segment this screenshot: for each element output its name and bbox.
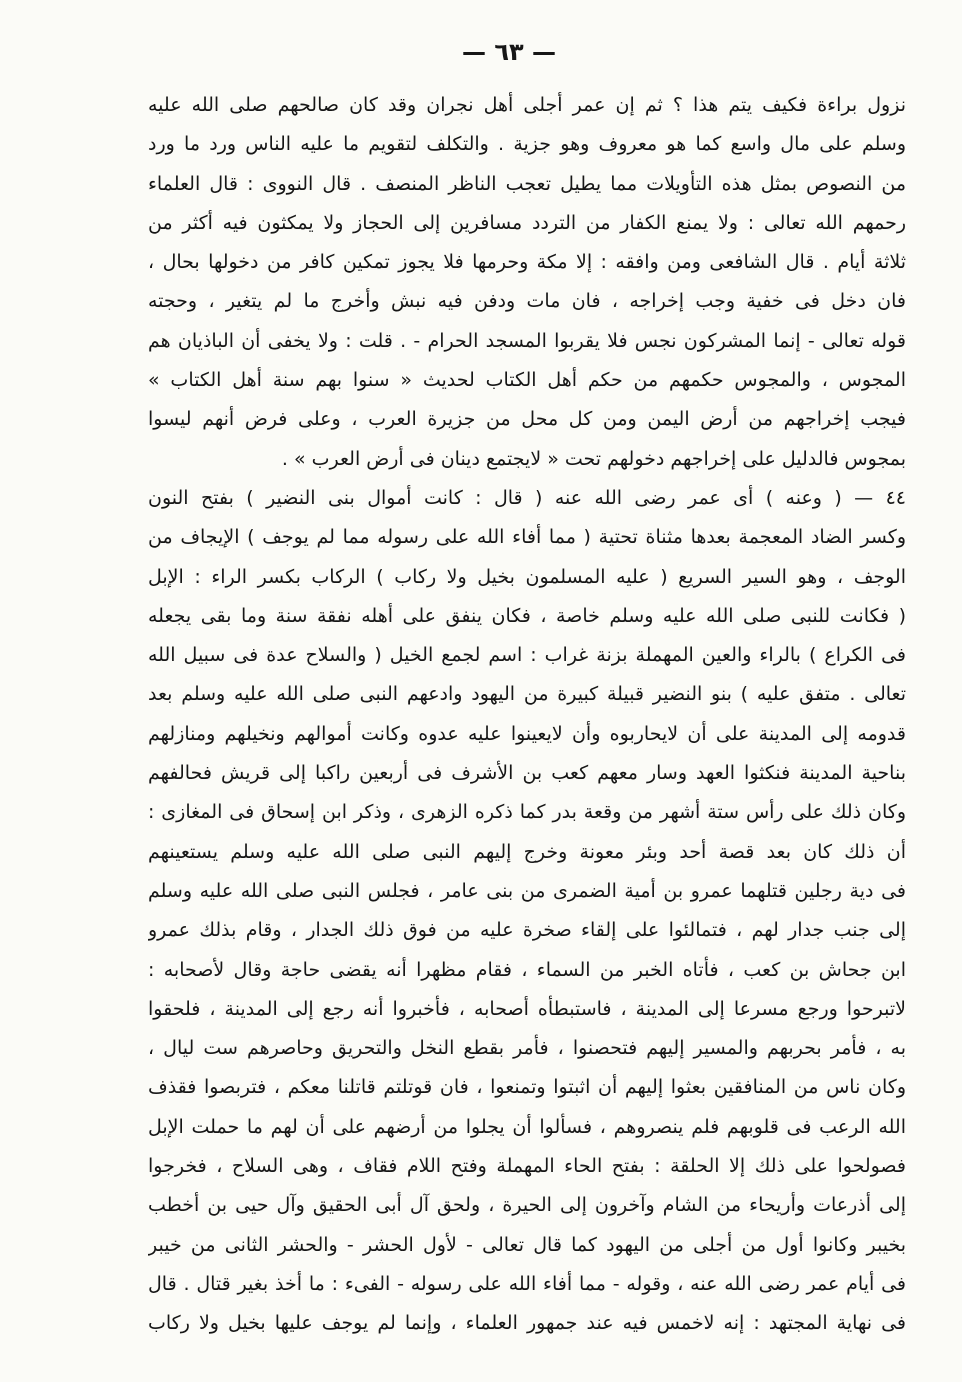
text-line: فى نهاية المجتهد : إنه لاخمس فيه عند جمهور العلماء ، وإنما لم يوجف عليها بخيل ولا ركاب [148,1312,906,1335]
text-line: فيجب إخراجهم من أرض اليمن ومن كل محل من جزيرة العرب ، وعلى فرض أنهم ليسوا [148,408,906,431]
page-number: — ٦٣ — [461,38,556,66]
text-line: ( فكانت للنبى صلى الله عليه وسلم خاصة ، فكان ينفق على أهله نفقة سنة وما بقى يجعله [148,604,906,627]
text-line: فى أيام عمر رضى الله عنه ، وقوله - مما أفاء الله على رسوله - الفىء : ما أخذ بغير قتال . قال [148,1272,906,1295]
text-line: إلى أذرعات وأريحاء من الشام وآخرون إلى الحيرة ، ولحق آل أبى الحقيق وآل حيى بن أخطب [148,1194,906,1217]
text-line: أن ذلك كان بعد قصة أحد وبئر معونة وخرج إليهم النبى صلى الله عليه وسلم يستعينهم [148,840,906,863]
text-line: الله الرعب فى قلوبهم فلم ينصروهم ، فسألوا أن يجلوا من أرضهم على أن لهم ما حملت الإبل [148,1115,906,1138]
text-line: قوله تعالى - إنما المشركون نجس فلا يقربوا المسجد الحرام - . قلت : ولا يخفى أن الباذيان هم [148,329,906,352]
text-line: وكسر الضاد المعجمة بعدها مثناة تحتية ( مما أفاء الله على رسوله مما لم يوجف ) الإيجاف من [148,526,906,549]
text-line: فصولحوا على ذلك إلا الحلقة : بفتح الحاء المهملة وفتح اللام فقاف ، وهى السلاح ، فخرجوا [148,1155,906,1178]
text-line: لاتبرحوا ورجع مسرعا إلى المدينة ، فاستبطأه أصحابه ، فأخبروا أنه رجع إلى المدينة ، فلحقوا [148,997,906,1020]
text-line: فان دخل فى خفية وجب إخراجه ، فان مات ودفن فيه نبش وأخرج ما لم يتغير ، وحجته [148,290,906,313]
text-line: ابن جحاش بن كعب ، فأتاه الخبر من السماء ، فقام مظهرا أنه يقضى حاجة وقال لأصحابه : [148,958,906,981]
text-line: ثلاثة أيام . قال الشافعى ومن وافقه : إلا مكة وحرمها فلا يجوز تمكين كافر من دخولها بحال ، [148,251,906,274]
text-line: وكان ذلك على رأس ستة أشهر من وقعة بدر كما ذكره الزهرى ، وذكر ابن إسحاق فى المغازى : [148,801,906,824]
text-line: إلى جنب جدار لهم ، فتمالئوا على إلقاء صخرة عليه من فوق ذلك الجدار ، وقام بذلك عمرو [148,919,906,942]
text-line: المجوس ، والمجوس حكمهم من حكم أهل الكتاب لحديث « سنوا بهم سنة أهل الكتاب » [148,369,906,392]
text-line: فى دية رجلين قتلهما عمرو بن أمية الضمرى من بنى عامر ، فجلس النبى صلى الله عليه وسلم [148,879,906,902]
text-line: وكان ناس من المنافقين بعثوا إليهم أن اثبتوا وتمنعوا ، فان قوتلتم قاتلنا معكم ، فتربصوا فقذف [148,1076,906,1099]
text-line: رحمهم الله تعالى : ولا يمنع الكفار من التردد مسافرين إلى الحجاز ولا يمكثون فيه أكثر من [148,211,906,234]
text-line: الوجف ، وهو السير السريع ( عليه المسلمون بخيل ولا ركاب ) الركاب بكسر الراء : الإبل [148,565,906,588]
text-line: من النصوص بمثل هذه التأويلات مما يطيل تعجب الناظر المنصف . قال النووى : قال العلماء [148,172,906,195]
text-line: بناحية المدينة فنكثوا العهد وسار معهم كعب بن الأشرف فى أربعين راكبا إلى قريش فحالفهم [148,762,906,785]
text-line: به ، فأمر بحربهم والمسير إليهم فتحصنوا ، فأمر بقطع النخل والتحريق وحاصرهم ست ليال ، [148,1037,906,1060]
text-line: تعالى . متفق عليه ) بنو النضير قبيلة كبيرة من اليهود وادعهم النبى صلى الله عليه وسلم بعد [148,683,906,706]
text-line: نزول براءة فكيف يتم هذا ؟ ثم إن عمر أجلى أهل نجران وقد كان صالحهم صلى الله عليه [148,94,906,116]
text-line: بخيبر وكانوا أول من أجلى من اليهود كما قال تعالى - لأول الحشر - والحشر الثانى من خيبر [148,1233,906,1256]
hadith-44-line: ٤٤ — ( وعنه ) أى عمر رضى الله عنه ( قال : كانت أموال بنى النضير ) بفتح النون [148,486,906,509]
page-body-text [148,86,906,1344]
text-line: قدومه إلى المدينة على أن لايحاربوه وأن لايعينوا عليه عدوه وكانت أموالهم ونخيلهم ومنازلهم [148,722,906,745]
text-line: وسلم على مال واسع كما هو معروف وهو جزية . والتكلف لتقويم ما عليه الناس ورد ما ورد [148,133,906,156]
text-line: فى الكراع ) بالراء والعين المهملة بزنة غراب : اسم لجمع الخيل ( والسلاح عدة فى سبيل الله [148,644,906,667]
text-line: بمجوس فالدليل على إخراجهم دخولهم تحت « لايجتمع دينان فى أرض العرب » . [281,447,906,470]
